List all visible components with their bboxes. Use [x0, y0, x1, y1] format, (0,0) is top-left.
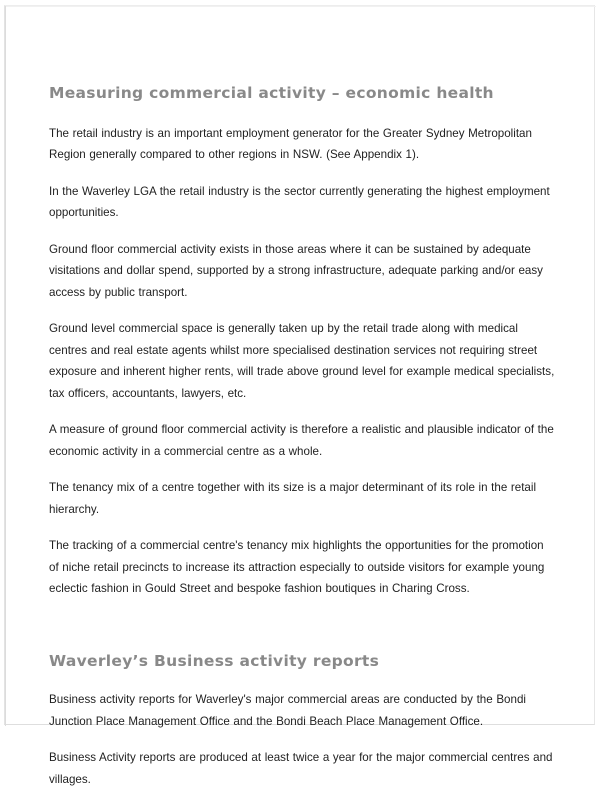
section-1-paragraph-5: A measure of ground floor commercial activity is therefore a realistic and plausible indicator of the economic activity in a commercial centre as a whole.: [49, 423, 554, 458]
section-2-paragraph-2: Business Activity reports are produced at least twice a year for the major commercial centres and villages.: [49, 751, 553, 786]
section-1: [49, 84, 555, 103]
page-top-rule: [5, 6, 596, 7]
section-1-paragraph-1: The retail industry is an important employment generator for the Greater Sydney Metropolitan Region generally compared to other regions in NSW. (See Appendix 1).: [49, 126, 532, 162]
section-2: [49, 652, 555, 671]
section-1-paragraph-7: The tracking of a commercial centre's tenancy mix highlights the opportunities for the promotion of niche retail precincts to increase its attraction especially to outside visitors for example young eclectic fashion in Gould Street and bespoke fashion boutiques in Charing Cross.: [49, 539, 545, 596]
section-1-paragraph-2: In the Waverley LGA the retail industry is the sector currently generating the highest employment opportunities.: [49, 184, 550, 220]
document-content: [49, 84, 555, 790]
section-2-heading: Waverley’s Business activity reports: [49, 651, 380, 670]
section-1-paragraph-3: Ground floor commercial activity exists in those areas where it can be sustained by adequate visitations and dollar spend, supported by a strong infrastructure, adequate parking and/or easy access by public transport.: [49, 242, 543, 299]
section-1-paragraph-4: Ground level commercial space is generally taken up by the retail trade along with medical centres and real estate agents whilst more specialised destination services not requiring street exposure and inherent higher rents, will trade above ground level for example medical specialists, tax officers, accountants, lawyers, etc.: [49, 322, 555, 400]
section-1-paragraph-6: The tenancy mix of a centre together with its size is a major determinant of its role in the retail hierarchy.: [49, 481, 537, 516]
section-1-heading: Measuring commercial activity – economic health: [49, 84, 494, 102]
document-page: [4, 5, 595, 786]
page-left-rule: [5, 6, 6, 726]
section-2-paragraph-1: Business activity reports for Waverley's major commercial areas are conducted by the Bondi Junction Place Management Office and the Bondi Beach Place Management Office.: [49, 693, 526, 728]
